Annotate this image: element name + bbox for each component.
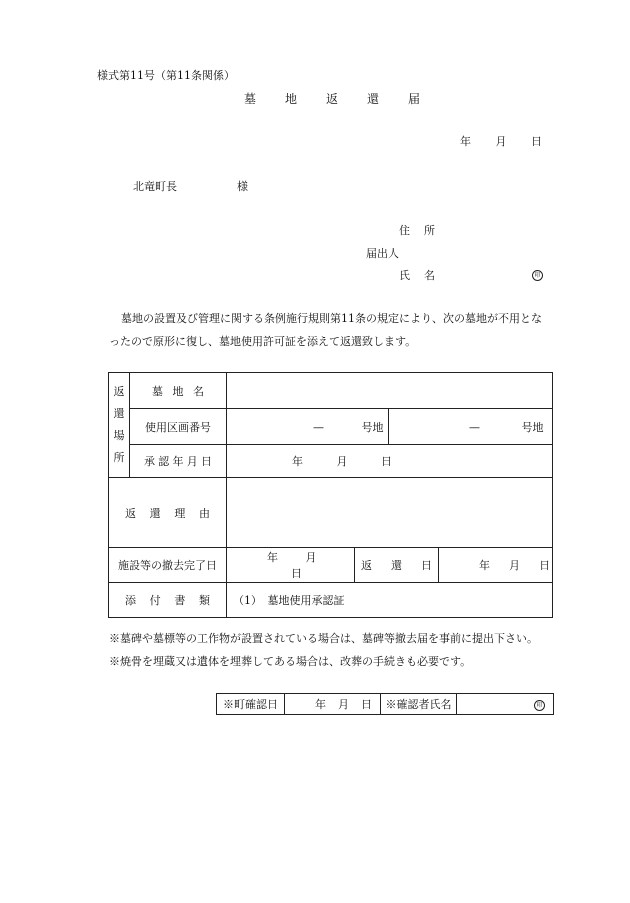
side-label-char: 所 <box>113 451 125 464</box>
label-char: 認 <box>158 455 170 468</box>
label-char: 地 <box>172 384 184 398</box>
month-label: 月 <box>509 559 521 572</box>
plot-suffix: 号地 <box>521 420 544 434</box>
label-char: 由 <box>198 506 210 520</box>
name-label-char: 氏 <box>399 269 410 282</box>
town-confirm-date-field[interactable] <box>285 694 381 715</box>
label-char: 承 <box>144 455 155 468</box>
return-details-table <box>108 372 553 618</box>
approval-date-field[interactable] <box>227 445 553 478</box>
confirmation-table <box>216 693 554 715</box>
month-label: 月 <box>336 455 348 468</box>
applicant-label: 届出人 <box>366 247 399 260</box>
day-label: 日 <box>291 567 302 580</box>
submission-date <box>460 133 542 149</box>
plot-dash: — <box>469 420 480 434</box>
label-char: 還 <box>391 559 402 572</box>
address-label <box>399 222 435 238</box>
side-label-char: 返 <box>113 385 125 398</box>
confirmer-name-label: ※確認者氏名 <box>381 694 457 715</box>
body-text-line2: ったので原形に復し、墓地使用許可証を添えて返還致します。 <box>109 335 417 348</box>
year-label: 年 <box>267 551 278 564</box>
return-location-side-label <box>109 373 130 478</box>
month-label: 月 <box>338 698 349 711</box>
seal-icon: 印 <box>532 270 543 281</box>
label-char: 年 <box>172 455 184 468</box>
approval-date-label <box>130 445 227 478</box>
addressee-honorific: 様 <box>237 180 248 193</box>
title-char: 届 <box>407 92 420 106</box>
title-char: 返 <box>325 92 338 106</box>
title-char: 地 <box>284 92 297 106</box>
label-char: 理 <box>174 506 186 520</box>
name-label-char: 名 <box>424 269 435 282</box>
label-char: 月 <box>186 455 198 468</box>
plot-number-field-2[interactable] <box>389 409 553 445</box>
town-confirm-date-label: ※町確認日 <box>217 694 285 715</box>
form-title <box>244 90 420 107</box>
attachments-label <box>109 583 227 618</box>
day-label: 日 <box>381 455 392 468</box>
year-label: 年 <box>292 455 303 468</box>
plot-suffix: 号地 <box>361 420 384 434</box>
return-date-field[interactable] <box>439 548 553 583</box>
label-char: 返 <box>125 506 136 520</box>
side-label-char: 還 <box>113 407 125 420</box>
plot-number-label: 使用区画番号 <box>130 409 227 445</box>
attachments-field: （1） 墓地使用承認証 <box>227 583 553 618</box>
cemetery-name-label <box>130 373 227 409</box>
plot-dash: — <box>313 420 324 434</box>
day-label: 日 <box>361 698 372 711</box>
body-text-line1: 墓地の設置及び管理に関する条例施行規則第11条の規定により、次の墓地が不用とな <box>121 312 542 325</box>
applicant-seal <box>532 267 543 281</box>
month-label: 月 <box>305 551 317 564</box>
month-label: 月 <box>495 135 507 148</box>
address-label-char: 所 <box>424 224 435 237</box>
return-reason-label <box>109 478 227 548</box>
year-label: 年 <box>315 698 326 711</box>
cemetery-name-field[interactable] <box>227 373 553 409</box>
seal-icon: 印 <box>534 700 545 711</box>
year-label: 年 <box>479 559 490 572</box>
removal-date-label: 施設等の撤去完了日 <box>109 548 227 583</box>
label-char: 還 <box>149 506 161 520</box>
label-char: 付 <box>149 594 161 607</box>
return-reason-field[interactable] <box>227 478 553 548</box>
label-char: 日 <box>421 559 432 572</box>
note-1: ※墓碑や墓標等の工作物が設置されている場合は、墓碑等撤去届を事前に提出下さい。 <box>109 632 538 645</box>
note-2: ※焼骨を埋蔵又は遺体を埋葬してある場合は、改葬の手続きも必要です。 <box>109 655 472 668</box>
label-char: 書 <box>174 594 186 607</box>
return-date-label <box>355 548 439 583</box>
address-label-char: 住 <box>399 224 410 237</box>
side-label-char: 場 <box>113 429 125 442</box>
day-label: 日 <box>539 559 551 572</box>
label-char: 名 <box>193 384 204 398</box>
label-char: 日 <box>201 455 212 468</box>
removal-date-field[interactable] <box>227 548 355 583</box>
label-char: 返 <box>361 559 372 572</box>
addressee-name: 北竜町長 <box>133 180 177 193</box>
label-char: 添 <box>125 594 136 607</box>
confirmer-name-field[interactable] <box>457 694 554 715</box>
day-label: 日 <box>531 135 542 148</box>
title-char: 墓 <box>244 92 257 106</box>
name-label <box>399 267 435 283</box>
label-char: 類 <box>198 594 210 607</box>
year-label: 年 <box>460 135 471 148</box>
form-number: 様式第11号（第11条関係） <box>97 69 235 82</box>
title-char: 還 <box>366 92 379 106</box>
label-char: 墓 <box>152 384 163 398</box>
plot-number-field-1[interactable] <box>227 409 389 445</box>
